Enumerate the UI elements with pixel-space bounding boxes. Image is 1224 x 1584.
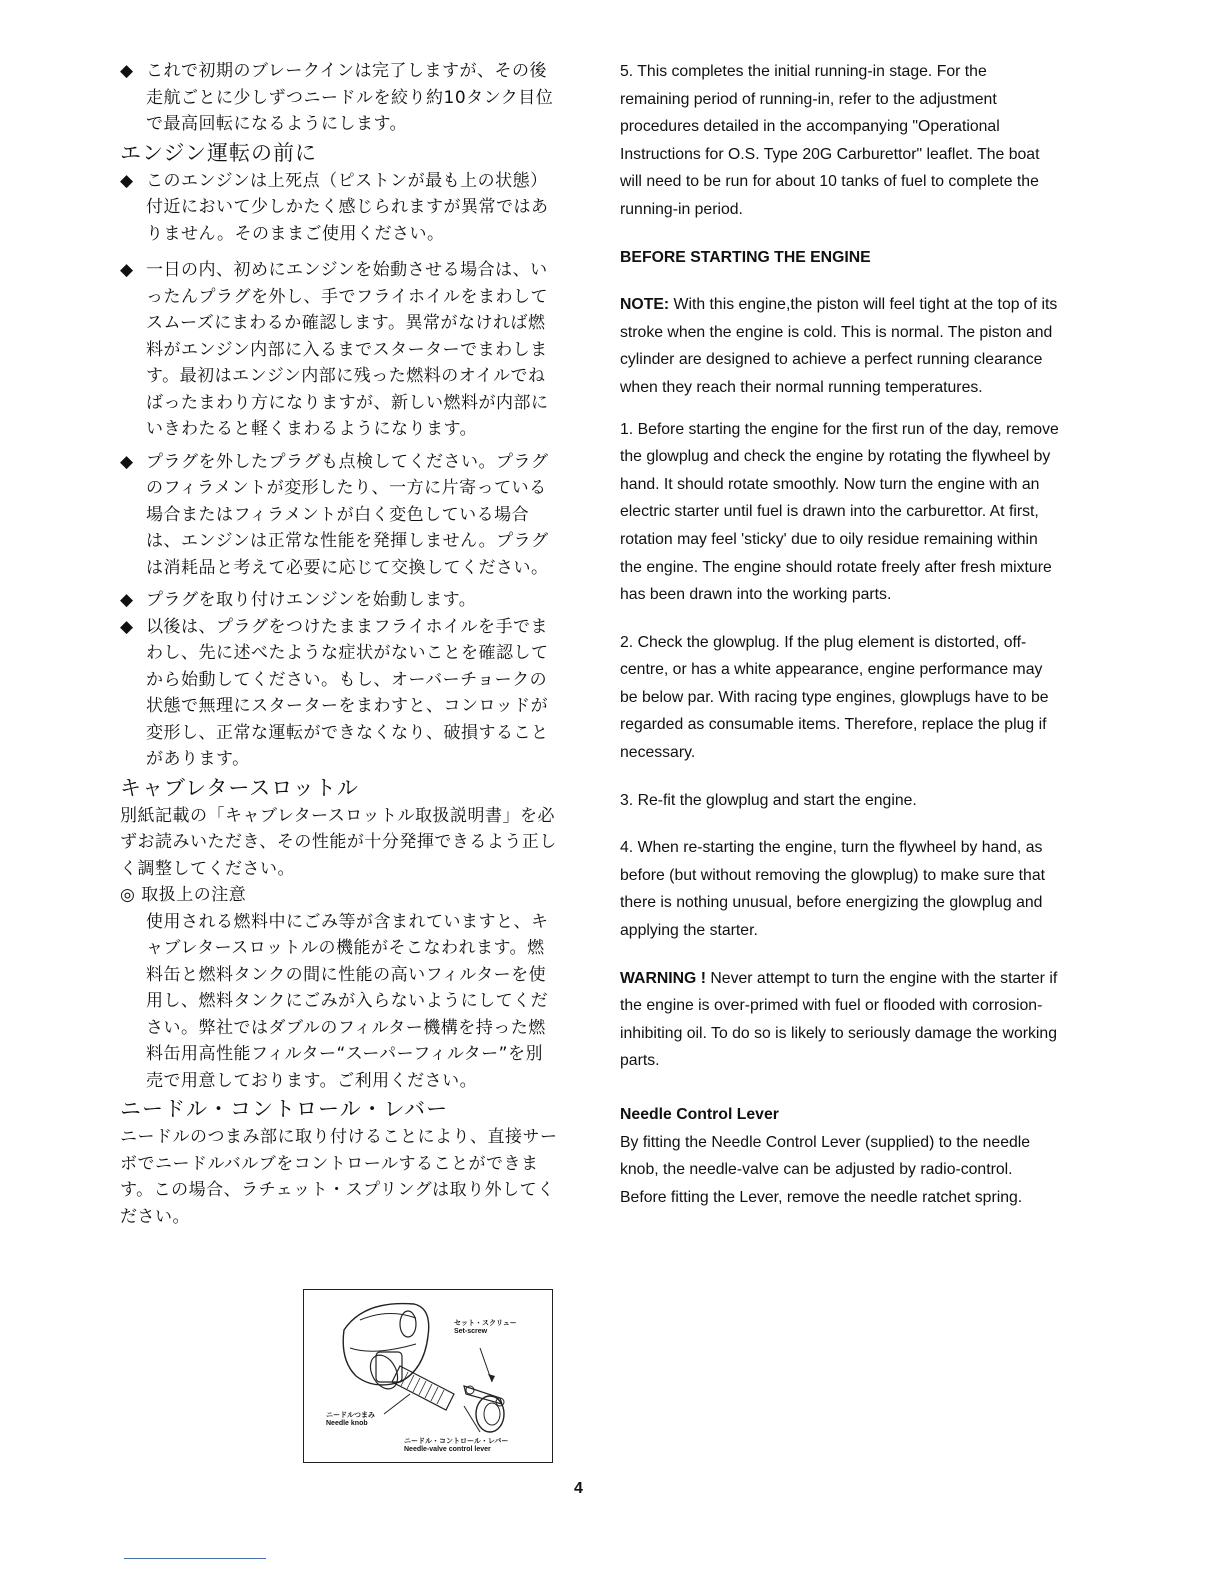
japanese-column: [120, 58, 560, 1230]
list-item-text: プラグを外したプラグも点検してください。プラグのフィラメントが変形したり、一方に片寄っている場合またはフィラメントが白く変色している場合は、エンジンは正常な性能を発揮しません。プラグは消耗品と考えて必要に応じて交換してください。: [146, 451, 549, 578]
page-number: 4: [574, 1480, 583, 1497]
warning-paragraph: [620, 965, 1060, 1075]
bullet-diamond-icon: ◆: [120, 590, 134, 610]
carburettor-illustration: [304, 1290, 552, 1462]
section-heading-needle-lever: ニードル・コントロール・レバー: [120, 1097, 449, 1121]
set-screw-label: [454, 1320, 517, 1336]
lever-label-jp: ニードル・コントロール・レバー: [404, 1438, 509, 1445]
english-column: [620, 58, 1060, 1211]
step3-paragraph: 3. Re-fit the glowplug and start the engine.: [620, 791, 917, 809]
set-screw-label-jp: セット・スクリュー: [454, 1320, 517, 1327]
needle-lever-figure: [303, 1289, 553, 1463]
intro-bullet-item: [120, 58, 560, 138]
note-label: NOTE:: [620, 296, 670, 314]
warning-text: Never attempt to turn the engine with the starter if the engine is over-primed with fuel or flooded with corrosion-inhibiting oil. To do so is likely to seriously damage the working parts.: [620, 969, 1058, 1070]
needle-lever-body: ニードルのつまみ部に取り付けることにより、直接サーボでニードルバルブをコントロールすることができます。この場合、ラチェット・スプリングは取り外してください。: [120, 1127, 558, 1227]
section-heading-carb-throttle: キャブレタースロットル: [120, 775, 359, 800]
list-item-text: 一日の内、初めにエンジンを始動させる場合は、いったんプラグを外し、手でフライホイルをまわしてスムーズにまわるか確認します。異常がなければ燃料がエンジン内部に入るまでスターターでまわします。最初はエンジン内部に残った燃料のオイルでねばったまわり方になりますが、新しい燃料が内部にいきわたると軽くまわるようになります。: [146, 260, 549, 439]
bullet-diamond-icon: ◆: [120, 616, 134, 637]
footer-rule: [124, 1558, 266, 1559]
carb-throttle-body: 別紙記載の「キャブレタースロットル取扱説明書」を必ずお読みいただき、その性能が十分発揮できるよう正しく調整してください。: [120, 805, 557, 879]
needle-knob-label-jp: ニードルつまみ: [326, 1412, 375, 1419]
list-item: [120, 587, 560, 614]
step2-paragraph: 2. Check the glowplug. If the plug element is distorted, off-centre, or has a white appearance, engine performance may be below par. With racing type engines, glowplugs have to be regarded as consumable items. Therefore, replace the plug if necessary.: [620, 633, 1049, 762]
list-item: [120, 449, 560, 582]
list-item-text: 以後は、プラグをつけたままフライホイルを手でまわし、先に述べたような症状がないことを確認してから始動してください。もし、オーバーチョークの状態で無理にスターターをまわすと、コンロッドが変形し、正常な運転ができなくなり、破損することがあります。: [146, 616, 549, 769]
list-item-text: プラグを取り付けエンジンを始動します。: [146, 590, 477, 610]
needle-knob-label-en: Needle knob: [326, 1420, 368, 1427]
bullet-diamond-icon: ◆: [120, 260, 134, 280]
intro-text: これで初期のブレークインは完了しますが、その後走航ごとに少しずつニードルを絞り約10タンク目位で最高回転になるようにします。: [146, 61, 554, 134]
list-item: [120, 614, 560, 773]
step5-paragraph: 5. This completes the initial running-in stage. For the remaining period of running-in, refer to the adjustment procedures detailed in the accompanying "Operational Instructions for O.S. Type 20G Carburettor" leaflet. The boat will need to be run for about 10 tanks of fuel to complete the running-in period.: [620, 63, 1040, 218]
bullet-diamond-icon: ◆: [120, 170, 134, 191]
step4-paragraph: 4. When re-starting the engine, turn the flywheel by hand, as before (but without removing the glowplug) to make sure that there is nothing unusual, before energizing the glowplug and applying the starter.: [620, 839, 1045, 940]
list-item-text: このエンジンは上死点（ピストンが最も上の状態）付近において少しかたく感じられますが異常ではありません。そのままご使用ください。: [146, 170, 549, 244]
bullet-diamond-icon: ◆: [120, 61, 134, 81]
lever-label: [404, 1438, 508, 1454]
bullet-diamond-icon: ◆: [120, 451, 134, 472]
warning-label: WARNING !: [620, 969, 706, 987]
handling-caution-title: ◎ 取扱上の注意: [120, 885, 247, 905]
note-text: With this engine,the piston will feel tight at the top of its stroke when the engine is cold. This is normal. The piston and cylinder are designed to achieve a perfect running clearance when they reach their normal running temperatures.: [620, 296, 1058, 396]
handling-caution-body: 使用される燃料中にごみ等が含まれていますと、キャブレタースロットルの機能がそこなわれます。燃料缶と燃料タンクの間に性能の高いフィルターを使用し、燃料タンクにごみが入らないようにしてください。弊社ではダブルのフィルター機構を持った燃料缶用高性能フィルター“スーパーフィルター”を別売で用意しております。ご利用ください。: [146, 911, 549, 1091]
needle-control-text: By fitting the Needle Control Lever (supplied) to the needle knob, the needle-valve can be adjusted by radio-control. Before fitting the Lever, remove the needle ratchet spring.: [620, 1133, 1031, 1206]
section-heading-before-running: エンジン運転の前に: [120, 140, 317, 165]
needle-knob-label: [326, 1412, 375, 1428]
list-item: [120, 257, 560, 443]
lever-label-en: Needle-valve control lever: [404, 1446, 491, 1453]
needle-control-heading: Needle Control Lever: [620, 1106, 779, 1123]
note-paragraph: [620, 291, 1060, 401]
step1-paragraph: 1. Before starting the engine for the first run of the day, remove the glowplug and check the engine by rotating the flywheel by hand. It should rotate smoothly. Now turn the engine with an electric starter until fuel is drawn into the carburettor. At first, rotation may feel 'sticky' due to oily residue remaining within the engine. The engine should rotate freely after fresh mixture has been drawn into the working parts.: [620, 420, 1059, 604]
list-item: [120, 168, 560, 248]
before-starting-heading: BEFORE STARTING THE ENGINE: [620, 248, 871, 266]
set-screw-label-en: Set-screw: [454, 1328, 488, 1335]
